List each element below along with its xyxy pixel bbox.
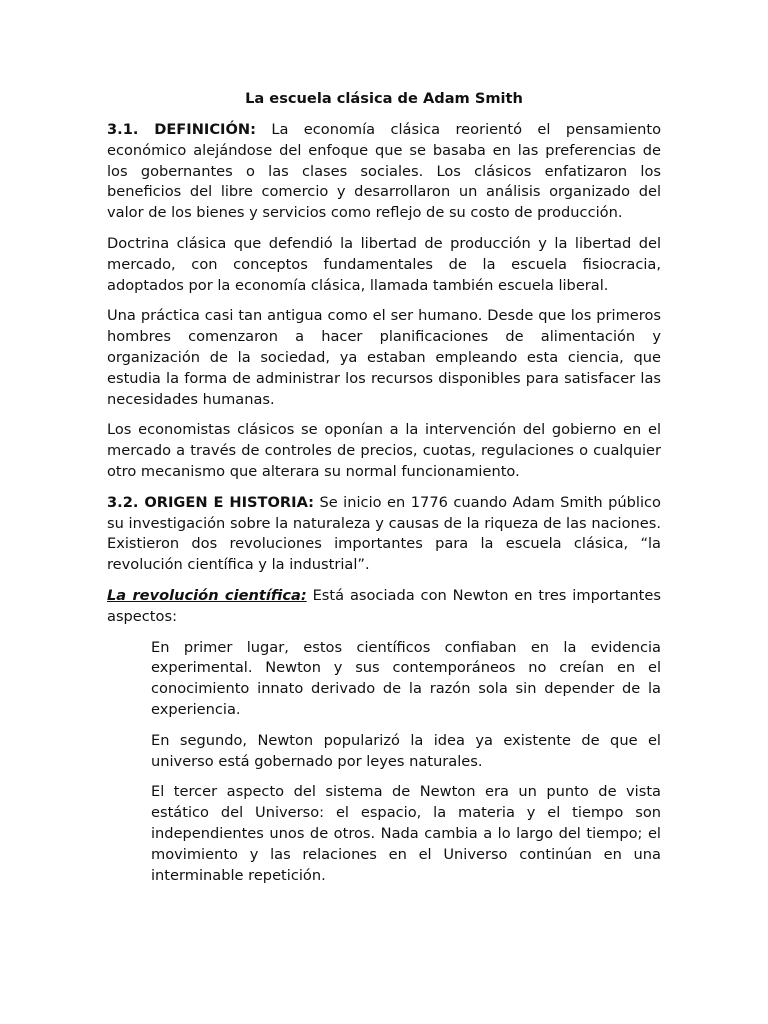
section-heading-definicion: 3.1. DEFINICIÓN: (107, 121, 256, 138)
aspect-paragraph-1: En primer lugar, estos científicos confiaban en la evidencia experimental. Newton y sus contemporáneos no creían en el conocimiento innato derivado de la razón sola sin depender de la experiencia. (151, 638, 661, 718)
origen-text: Se inicio en 1776 cuando Adam Smith público su investigación sobre la naturaleza y causas de la riqueza de las naciones. Existieron dos revoluciones importantes para la escuela clásica, “la revolución científica y la industrial”. (107, 493, 661, 574)
definicion-text: La economía clásica reorientó el pensamiento económico alejándose del enfoque que se basaba en las preferencias de los gobernantes o las clases sociales. Los clásicos enfatizaron los beneficios del libre comercio y desarrollaron un análisis organizado del valor de los bienes y servicios como reflejo de su costo de producción. (107, 121, 662, 222)
document-title: La escuela clásica de Adam Smith (245, 90, 523, 107)
paragraph-origen (107, 493, 661, 576)
paragraph-practica: Una práctica casi tan antigua como el ser humano. Desde que los primeros hombres comenzaron a hacer planificaciones de alimentación y organización de la sociedad, ya estaban empleando esta ciencia, que estudia la forma de administrar los recursos disponibles para satisfacer las necesidades humanas. (107, 307, 661, 408)
section-heading-origen: 3.2. ORIGEN E HISTORIA: (107, 493, 314, 511)
aspect-paragraph-3: El tercer aspecto del sistema de Newton era un punto de vista estático del Universo: el espacio, la materia y el tiempo son independientes unos de otros. Nada cambia a lo largo del tiempo; el movimiento y las relaciones en el Universo continúan en una interminable repetición. (151, 783, 661, 884)
paragraph-economistas: Los economistas clásicos se oponían a la intervención del gobierno en el mercado a través de controles de precios, cuotas, regulaciones o cualquier otro mecanismo que alterara su normal funcionamiento. (107, 421, 661, 480)
aspect-paragraph-2: En segundo, Newton popularizó la idea ya existente de que el universo está gobernado por leyes naturales. (151, 731, 661, 770)
paragraph-doctrina: Doctrina clásica que defendió la libertad de producción y la libertad del mercado, con conceptos fundamentales de la escuela fisiocracia, adoptados por la economía clásica, llamada también escuela liberal. (107, 234, 661, 294)
subheading-revolucion-cientifica: La revolución científica: (107, 586, 307, 604)
paragraph-definicion (107, 120, 661, 224)
revolucion-text: Está asociada con Newton en tres importantes aspectos: (107, 586, 661, 625)
document-page (107, 88, 661, 896)
paragraph-revolucion (107, 586, 661, 628)
